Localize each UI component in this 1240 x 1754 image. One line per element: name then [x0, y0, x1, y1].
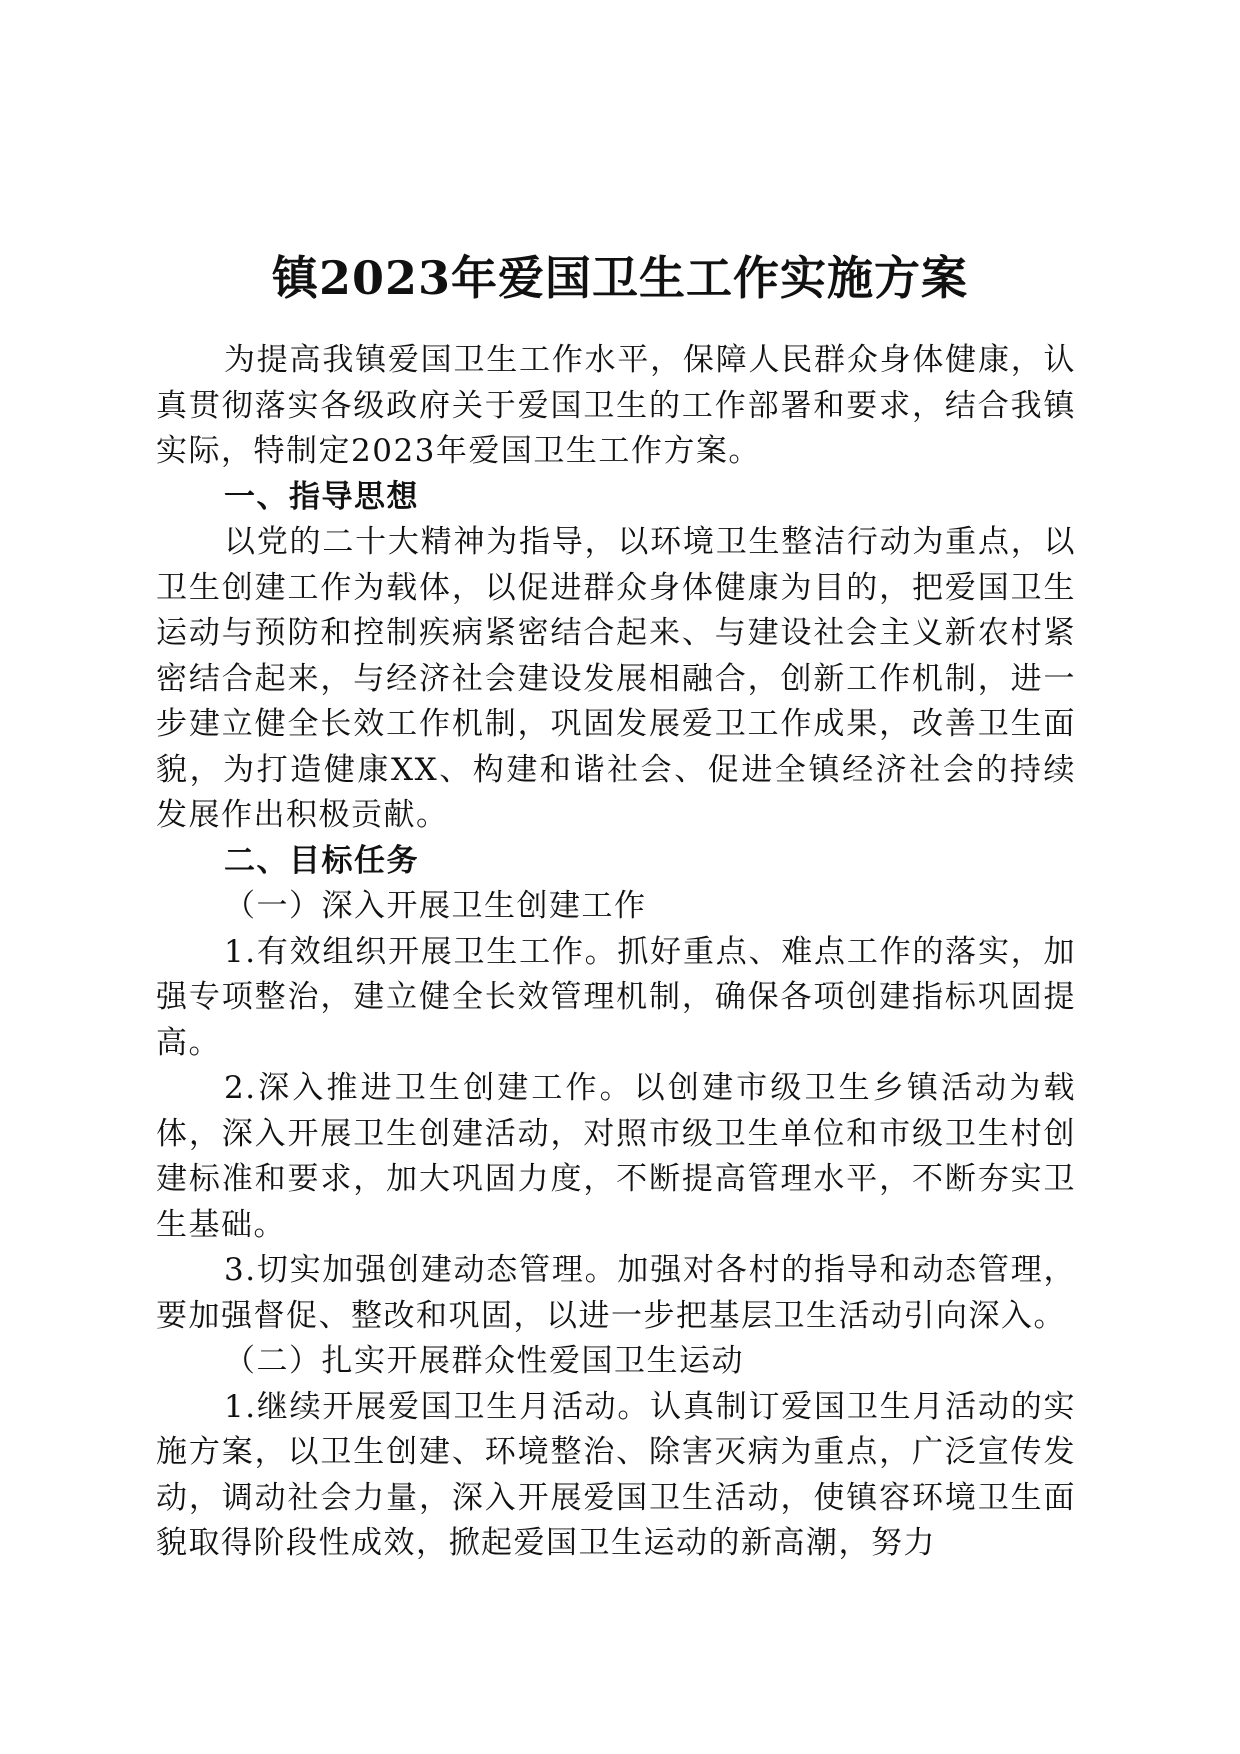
subsection-heading-health-creation: （一）深入开展卫生创建工作	[224, 888, 647, 924]
subsection-heading-mass-campaign: （二）扎实开展群众性爱国卫生运动	[224, 1343, 744, 1379]
list-item: 3.切实加强创建动态管理。加强对各村的指导和动态管理，要加强督促、整改和巩固，以进一步把基层卫生活动引向深入。	[156, 1252, 1076, 1334]
document-title: 镇2023年爱国卫生工作实施方案	[271, 251, 969, 305]
section-heading-goals-tasks: 二、目标任务	[224, 842, 419, 879]
section-heading-guiding-ideology: 一、指导思想	[224, 478, 419, 515]
document-body	[156, 338, 1076, 1567]
intro-paragraph: 为提高我镇爱国卫生工作水平，保障人民群众身体健康，认真贯彻落实各级政府关于爱国卫生的工作部署和要求，结合我镇实际，特制定2023年爱国卫生工作方案。	[156, 342, 1076, 469]
list-item: 1.继续开展爱国卫生月活动。认真制订爱国卫生月活动的实施方案，以卫生创建、环境整治、除害灭病为重点，广泛宣传发动，调动社会力量，深入开展爱国卫生活动，使镇容环境卫生面貌取得阶段性成效，掀起爱国卫生运动的新高潮，努力	[156, 1388, 1076, 1561]
guiding-ideology-paragraph: 以党的二十大精神为指导，以环境卫生整洁行动为重点，以卫生创建工作为载体，以促进群众身体健康为目的，把爱国卫生运动与预防和控制疾病紧密结合起来、与建设社会主义新农村紧密结合起来，与经济社会建设发展相融合，创新工作机制，进一步建立健全长效工作机制，巩固发展爱卫工作成果，改善卫生面貌，为打造健康XX、构建和谐社会、促进全镇经济社会的持续发展作出积极贡献。	[156, 524, 1076, 833]
list-item: 1.有效组织开展卫生工作。抓好重点、难点工作的落实，加强专项整治，建立健全长效管理机制，确保各项创建指标巩固提高。	[156, 933, 1076, 1061]
list-item: 2.深入推进卫生创建工作。以创建市级卫生乡镇活动为载体，深入开展卫生创建活动，对照市级卫生单位和市级卫生村创建标准和要求，加大巩固力度，不断提高管理水平，不断夯实卫生基础。	[156, 1070, 1076, 1243]
